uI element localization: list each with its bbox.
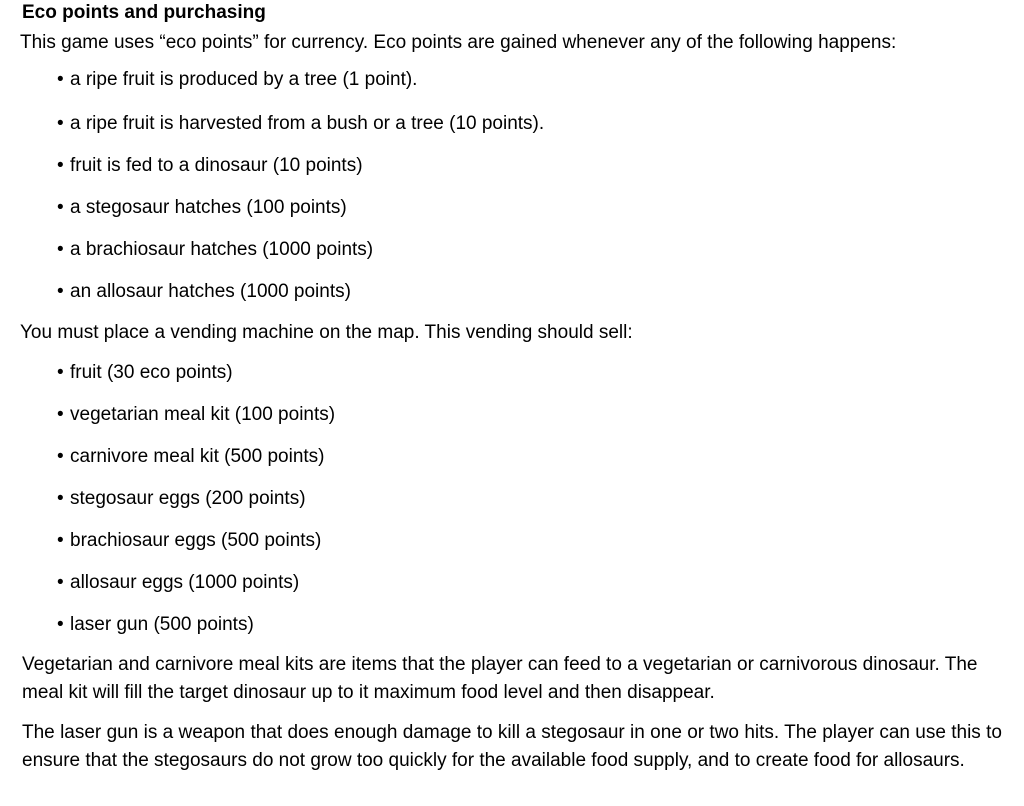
bullet-icon: •	[57, 488, 64, 509]
meal-kit-paragraph: Vegetarian and carnivore meal kits are items that the player can feed to a vegetarian or carnivorous dinosaur. The meal kit will fill the target dinosaur up to it maximum food level and then disappear.	[22, 654, 978, 703]
vending-intro-paragraph: You must place a vending machine on the map. This vending should sell:	[20, 322, 633, 343]
list-item: • fruit is fed to a dinosaur (10 points)	[57, 155, 363, 176]
bullet-icon: •	[57, 69, 64, 90]
laser-gun-paragraph: The laser gun is a weapon that does enough damage to kill a stegosaur in one or two hits. The player can use this to ensure that the stegosaurs do not grow too quickly for the available food supply, and to create food for allosaurs.	[22, 722, 1002, 771]
bullet-icon: •	[57, 113, 64, 134]
list-item: • laser gun (500 points)	[57, 614, 254, 635]
bullet-icon: •	[57, 239, 64, 260]
intro-paragraph: This game uses “eco points” for currency. Eco points are gained whenever any of the following happens:	[20, 32, 897, 53]
bullet-icon: •	[57, 362, 64, 383]
list-item: • brachiosaur eggs (500 points)	[57, 530, 322, 551]
bullet-icon: •	[57, 572, 64, 593]
section-heading: Eco points and purchasing	[22, 2, 266, 23]
bullet-icon: •	[57, 197, 64, 218]
list-item: • allosaur eggs (1000 points)	[57, 572, 300, 593]
list-item: • a brachiosaur hatches (1000 points)	[57, 239, 374, 260]
bullet-icon: •	[57, 404, 64, 425]
list-item: • vegetarian meal kit (100 points)	[57, 404, 336, 425]
list-item: • fruit (30 eco points)	[57, 362, 233, 383]
list-item: • an allosaur hatches (1000 points)	[57, 281, 351, 302]
list-item: • carnivore meal kit (500 points)	[57, 446, 325, 467]
bullet-icon: •	[57, 446, 64, 467]
bullet-icon: •	[57, 530, 64, 551]
list-item: • a ripe fruit is harvested from a bush or a tree (10 points).	[57, 113, 545, 134]
list-item: • a stegosaur hatches (100 points)	[57, 197, 347, 218]
list-item: • a ripe fruit is produced by a tree (1 point).	[57, 69, 418, 90]
bullet-icon: •	[57, 281, 64, 302]
list-item: • stegosaur eggs (200 points)	[57, 488, 306, 509]
bullet-icon: •	[57, 614, 64, 635]
bullet-icon: •	[57, 155, 64, 176]
